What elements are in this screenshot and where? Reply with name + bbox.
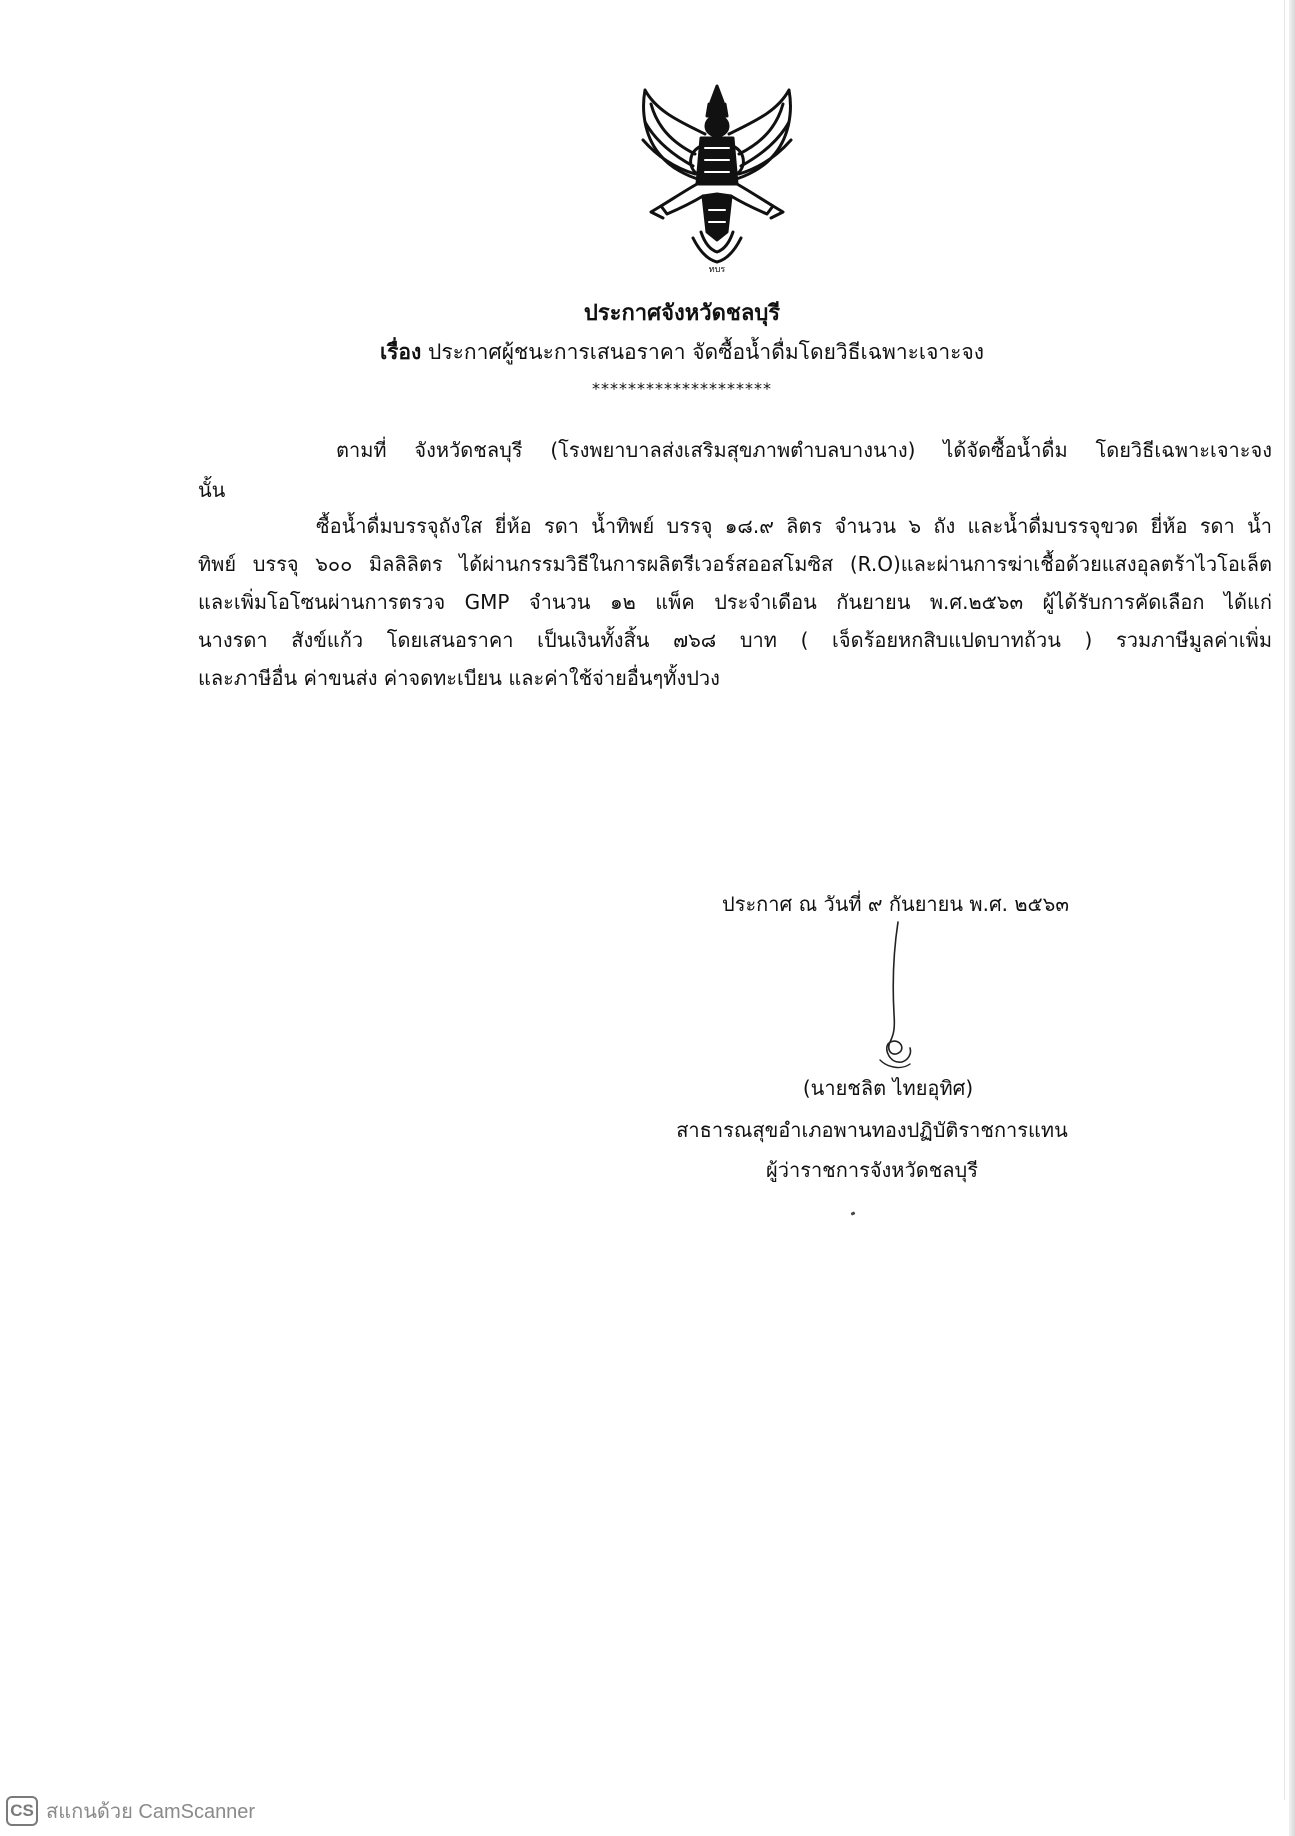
ink-speck	[851, 1211, 856, 1215]
subject-label: เรื่อง	[379, 340, 422, 364]
body-line-5: และเพิ่มโอโซนผ่านการตรวจ GMP จำนวน ๑๒ แพ็ค ประจำเดือน กันยายน พ.ศ.๒๕๖๓ ผู้ได้รับการคัดเลือก ได้แก่	[198, 590, 1272, 614]
handwritten-signature	[850, 918, 940, 1078]
signer-subtitle: ผู้ว่าราชการจังหวัดชลบุรี	[766, 1158, 978, 1182]
body-line-4: ทิพย์ บรรจุ ๖๐๐ มิลลิลิตร ได้ผ่านกรรมวิธีในการผลิตรีเวอร์สออสโมซิส (R.O)และผ่านการฆ่าเชื้อด้วยแสงอุลตร้าไวโอเล็ต	[198, 552, 1272, 576]
signer-title: สาธารณสุขอำเภอพานทองปฏิบัติราชการแทน	[676, 1118, 1068, 1142]
signer-name: (นายชลิต ไทยอุทิศ)	[802, 1076, 974, 1100]
body-line-3: ซื้อน้ำดื่มบรรจุถังใส ยี่ห้อ รดา น้ำทิพย์ บรรจุ ๑๘.๙ ลิตร จำนวน ๖ ถัง และน้ำดื่มบรรจุขวด ยี่ห้อ รดา น้ำ	[316, 514, 1272, 538]
title-separator: ********************	[592, 379, 772, 398]
camscanner-logo-icon: CS	[6, 1796, 38, 1826]
watermark-text: สแกนด้วย CamScanner	[46, 1801, 256, 1823]
body-line-6: นางรดา สังข์แก้ว โดยเสนอราคา เป็นเงินทั้งสิ้น ๗๖๘ บาท ( เจ็ดร้อยหกสิบแปดบาทถ้วน ) รวมภาษีมูลค่าเพิ่ม	[198, 628, 1272, 652]
camscanner-watermark	[6, 1796, 255, 1826]
announcement-date: ประกาศ ณ วันที่ ๙ กันยายน พ.ศ. ๒๕๖๓	[722, 892, 1070, 916]
emblem-caption: ทบร	[708, 265, 726, 274]
document-subject	[380, 340, 984, 364]
body-line-7: และภาษีอื่น ค่าขนส่ง ค่าจดทะเบียน และค่าใช้จ่ายอื่นๆทั้งปวง	[198, 666, 720, 690]
document-title: ประกาศจังหวัดชลบุรี	[583, 301, 781, 326]
garuda-emblem-icon	[631, 82, 803, 274]
page-edge-line	[1284, 0, 1285, 1800]
page-edge-shadow	[1289, 0, 1295, 1836]
subject-text: ประกาศผู้ชนะการเสนอราคา จัดซื้อน้ำดื่มโดยวิธีเฉพาะเจาะจง	[427, 340, 985, 364]
body-line-2: นั้น	[198, 478, 226, 502]
body-line-1: ตามที่ จังหวัดชลบุรี (โรงพยาบาลส่งเสริมสุขภาพตำบลบางนาง) ได้จัดซื้อน้ำดื่ม โดยวิธีเฉพาะเจาะจง	[336, 438, 1272, 462]
